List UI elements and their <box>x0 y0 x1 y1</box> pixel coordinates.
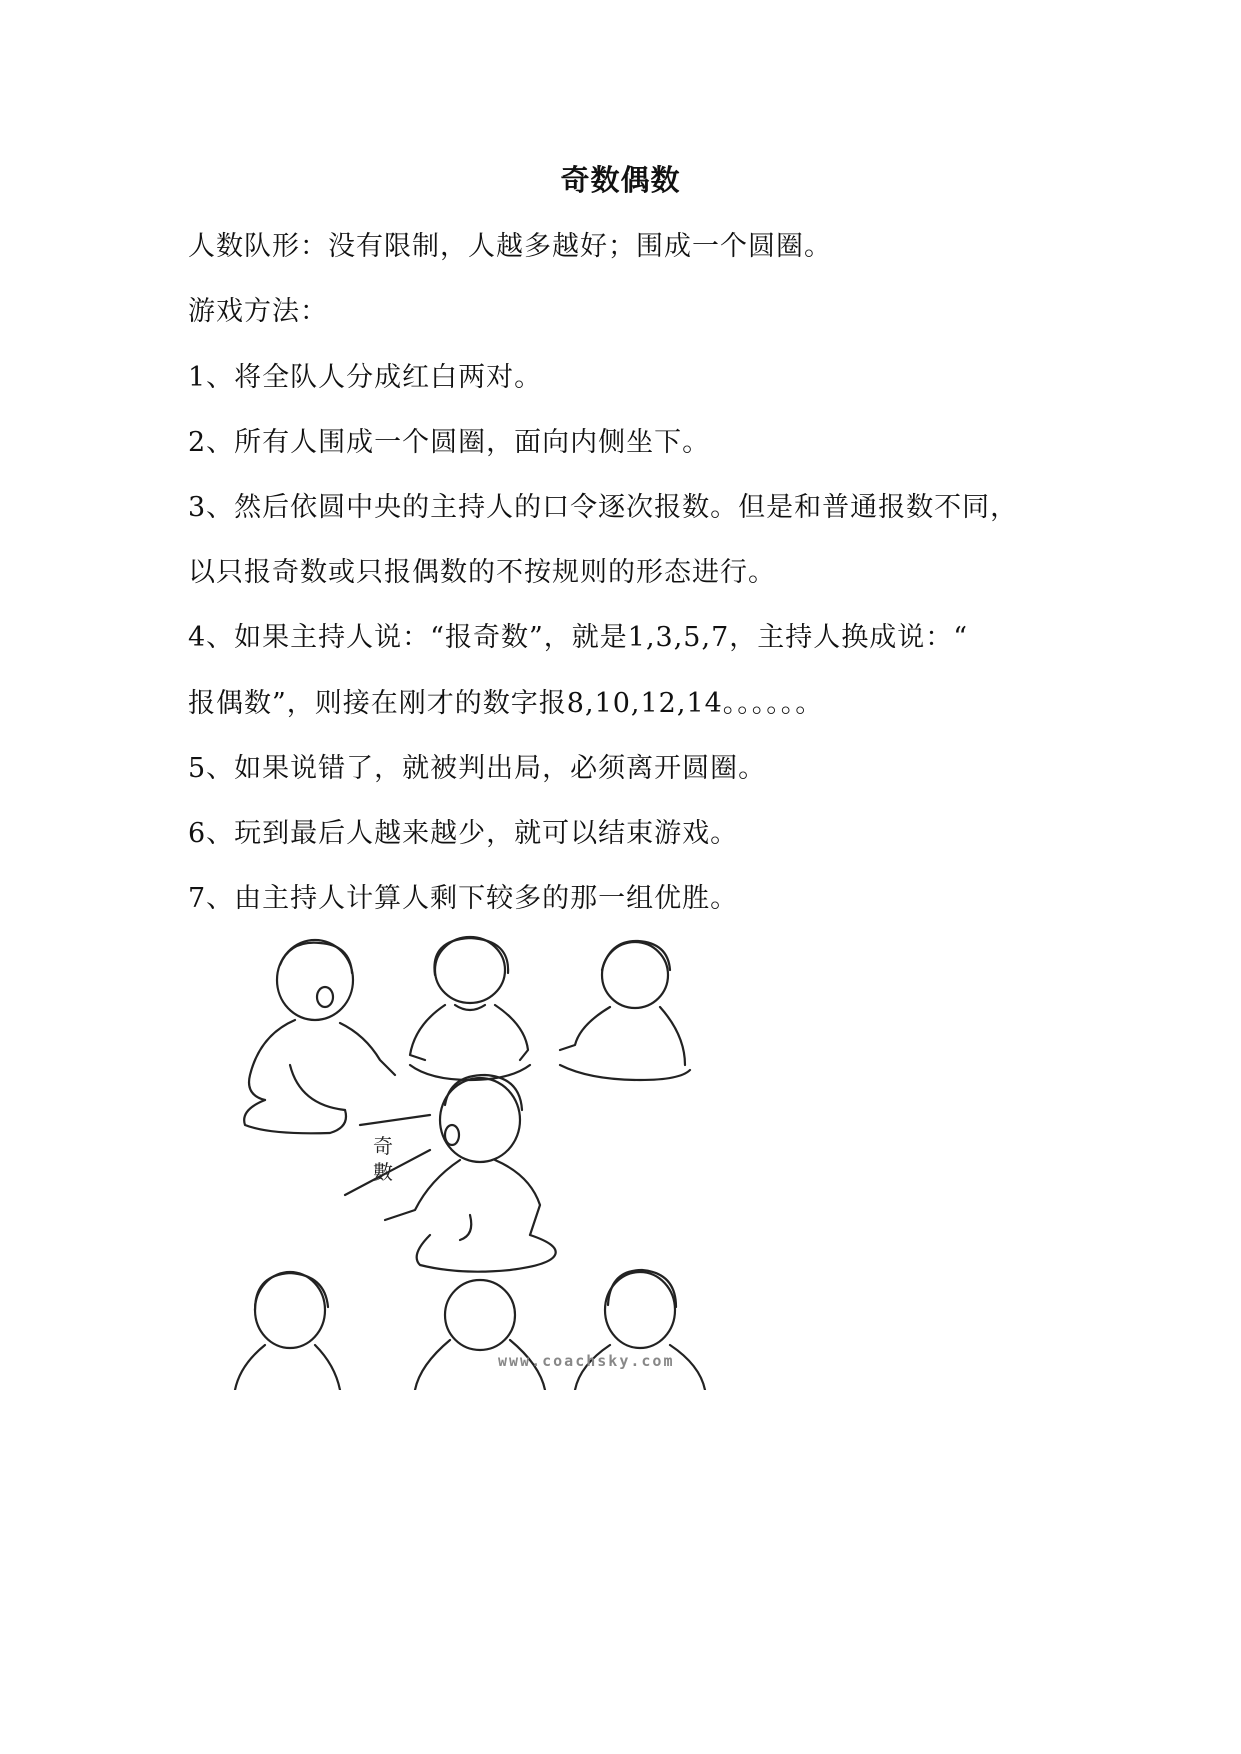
game-illustration <box>230 935 770 1390</box>
paragraph-line: 以只报奇数或只报偶数的不按规则的形态进行。 <box>188 557 776 588</box>
child-center-speaker <box>385 1075 556 1272</box>
paragraph-line: 5、如果说错了，就被判出局，必须离开圆圈。 <box>188 753 767 784</box>
child-top-left <box>244 940 395 1133</box>
child-bottom-left <box>235 1272 340 1390</box>
child-top-middle <box>410 937 530 1080</box>
speech-char-1: 奇 <box>373 1134 393 1158</box>
paragraph-line: 7、由主持人计算人剩下较多的那一组优胜。 <box>188 883 739 914</box>
paragraph-line: 1、将全队人分成红白两对。 <box>188 362 543 393</box>
paragraph-line: 3、然后依圆中央的主持人的口令逐次报数。但是和普通报数不同， <box>188 492 1019 523</box>
child-bottom-middle <box>415 1280 545 1390</box>
speech-char-2: 數 <box>373 1160 393 1184</box>
paragraph-line: 6、玩到最后人越来越少，就可以结束游戏。 <box>188 818 739 849</box>
paragraph-line: 人数队形：没有限制，人越多越好；围成一个圆圈。 <box>188 231 832 262</box>
watermark: www.coachsky.com <box>498 1352 675 1370</box>
paragraph-line: 4、如果主持人说：“报奇数”，就是1,3,5,7，主持人换成说：“ <box>188 622 969 653</box>
paragraph-line: 游戏方法： <box>188 296 328 327</box>
child-bottom-right <box>575 1270 705 1390</box>
speech-indicator <box>345 1115 430 1195</box>
illustration <box>230 935 770 1390</box>
child-top-right <box>560 941 690 1080</box>
paragraph-line: 2、所有人围成一个圆圈，面向内侧坐下。 <box>188 427 711 458</box>
paragraph-line: 报偶数”，则接在刚才的数字报8,10,12,14。。。。。。 <box>188 688 824 719</box>
page-title: 奇数偶数 <box>560 163 681 197</box>
